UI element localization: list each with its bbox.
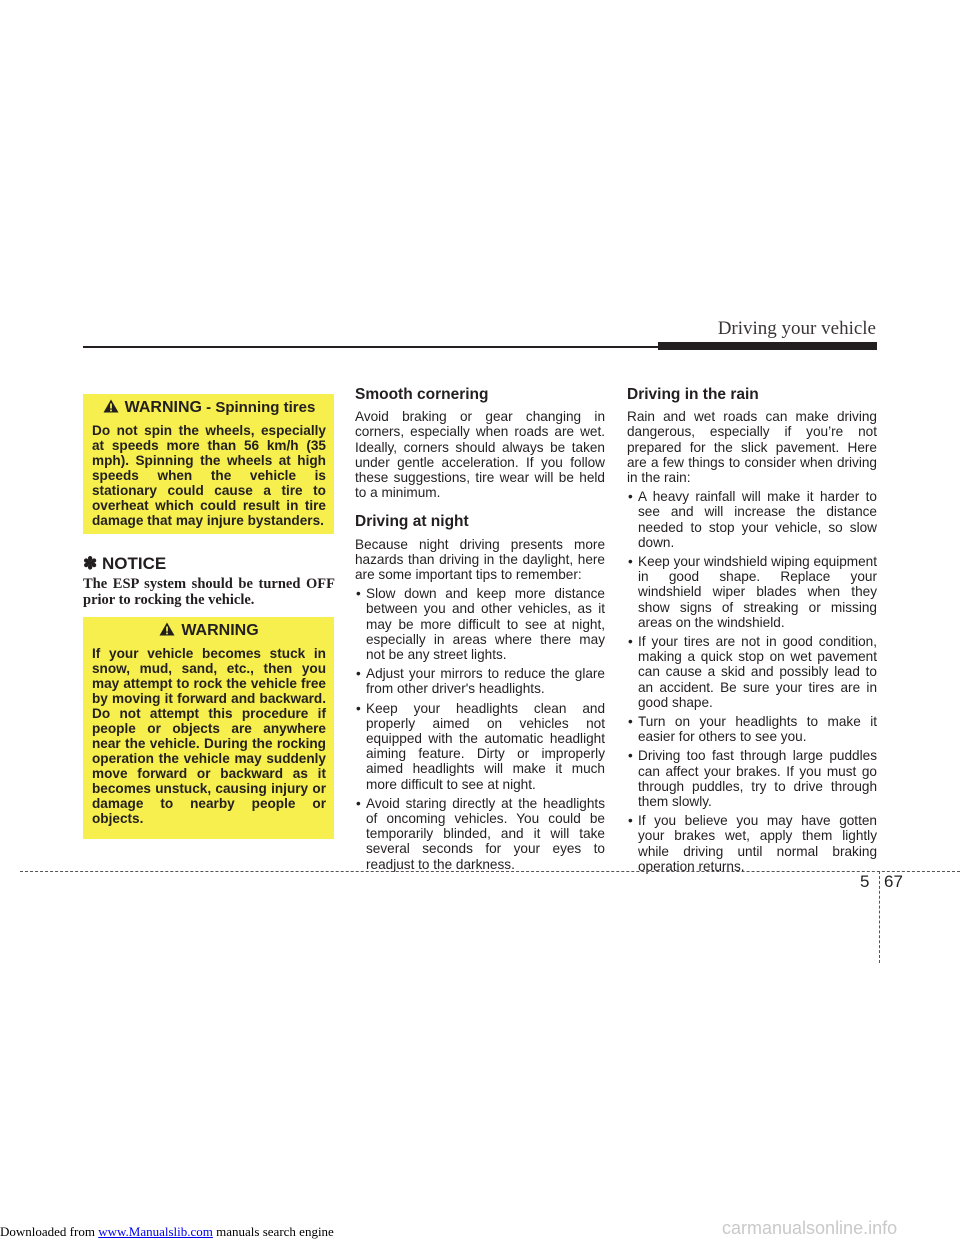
list-item: • A heavy rainfall will make it harder to see and will increase the distance needed to stop your vehicle, so slow down. (627, 489, 877, 550)
driving-at-night-intro: Because night driving presents more hazards than driving in the daylight, here are some important tips to remember: (355, 536, 605, 583)
list-item: • If you believe you may have gotten your brakes wet, apply them lightly while driving until normal braking operation returns. (627, 813, 877, 874)
download-credit-suffix: manuals search engine (212, 1224, 334, 1239)
list-item: • Driving too fast through large puddles can affect your brakes. If you must go through puddles, try to drive through them slowly. (627, 748, 877, 809)
warning-box-rocking (83, 617, 334, 839)
warning-sublabel: - Spinning tires (201, 399, 316, 416)
warning-body: If your vehicle becomes stuck in snow, mud, sand, etc., then you may attempt to rock the vehicle free by moving it forward and backward. Do not attempt this procedure if people or objects are anywhere near the vehicle. During the rocking operation the vehicle may suddenly move forward or backward as it becomes unstuck, causing injury or damage to nearby people or objects. (92, 646, 326, 826)
section-heading-driving-at-night: Driving at night (355, 513, 469, 531)
warning-body: Do not spin the wheels, especially at speeds more than 56 km/h (35 mph). Spinning the wheels at high speeds when the vehicle is stationary could cause a tire to overheat which could result in tire damage that may injure bystanders. (92, 423, 326, 528)
section-heading-smooth-cornering: Smooth cornering (355, 386, 489, 403)
list-item: • Avoid staring directly at the headlights of oncoming vehicles. You could be temporarily blinded, and it will take several seconds for your eyes to readjust to the darkness. (355, 796, 605, 872)
warning-heading (92, 399, 326, 417)
header-rule-accent (658, 342, 877, 350)
warning-heading (92, 622, 326, 640)
page-number: 67 (884, 872, 903, 891)
notice-heading: ✽ NOTICE (83, 554, 167, 573)
download-credit (0, 1224, 334, 1240)
list-item: • Slow down and keep more distance between you and other vehicles, as it may be more difficult to see at night, especially in areas where there may not be any street lights. (355, 586, 605, 662)
list-item: • If your tires are not in good condition, making a quick stop on wet pavement can cause a skid and possibly lead to an accident. Be sure your tires are in good shape. (627, 634, 877, 710)
warning-box-spinning-tires (83, 394, 334, 534)
manualslib-link[interactable]: www.Manualslib.com (98, 1224, 213, 1239)
list-item: • Keep your headlights clean and properly aimed on vehicles not equipped with the automatic headlight aiming feature. Dirty or improperly aimed headlights will make it much more difficult to see at night. (355, 701, 605, 792)
warning-label: WARNING (181, 622, 259, 639)
list-item: • Adjust your mirrors to reduce the glare from other driver's headlights. (355, 666, 605, 696)
chapter-number: 5 (860, 872, 870, 891)
driving-at-night-list (355, 586, 605, 872)
driving-in-rain-list (627, 489, 877, 874)
column-right (627, 387, 877, 874)
download-credit-prefix: Downloaded from (0, 1224, 99, 1239)
page-header-title: Driving your vehicle (717, 318, 876, 339)
page-number-divider (879, 871, 880, 963)
list-item: • Turn on your headlights to make it easier for others to see you. (627, 714, 877, 744)
warning-label: WARNING (124, 399, 202, 416)
warning-triangle-icon (103, 399, 119, 413)
list-item: • Keep your windshield wiping equipment in good shape. Replace your windshield wiper blades when they show signs of streaking or missing areas on the windshield. (627, 554, 877, 630)
smooth-cornering-body: Avoid braking or gear changing in corners, especially when roads are wet. Ideally, corners should always be taken under gentle acceleration. If you follow these suggestions, tire wear will be held to a minimum. (355, 409, 605, 501)
section-heading-driving-in-rain: Driving in the rain (627, 386, 759, 403)
driving-in-rain-intro: Rain and wet roads can make driving dangerous, especially if you’re not prepared for the slick pavement. Here are a few things to consider when driving in the rain: (627, 409, 877, 486)
column-middle (355, 387, 605, 872)
watermark-text: carmanualsonline.info (722, 1218, 898, 1238)
notice-body: The ESP system should be turned OFF prior to rocking the vehicle. (83, 576, 335, 608)
warning-triangle-icon (159, 622, 175, 636)
page-divider (20, 871, 960, 872)
